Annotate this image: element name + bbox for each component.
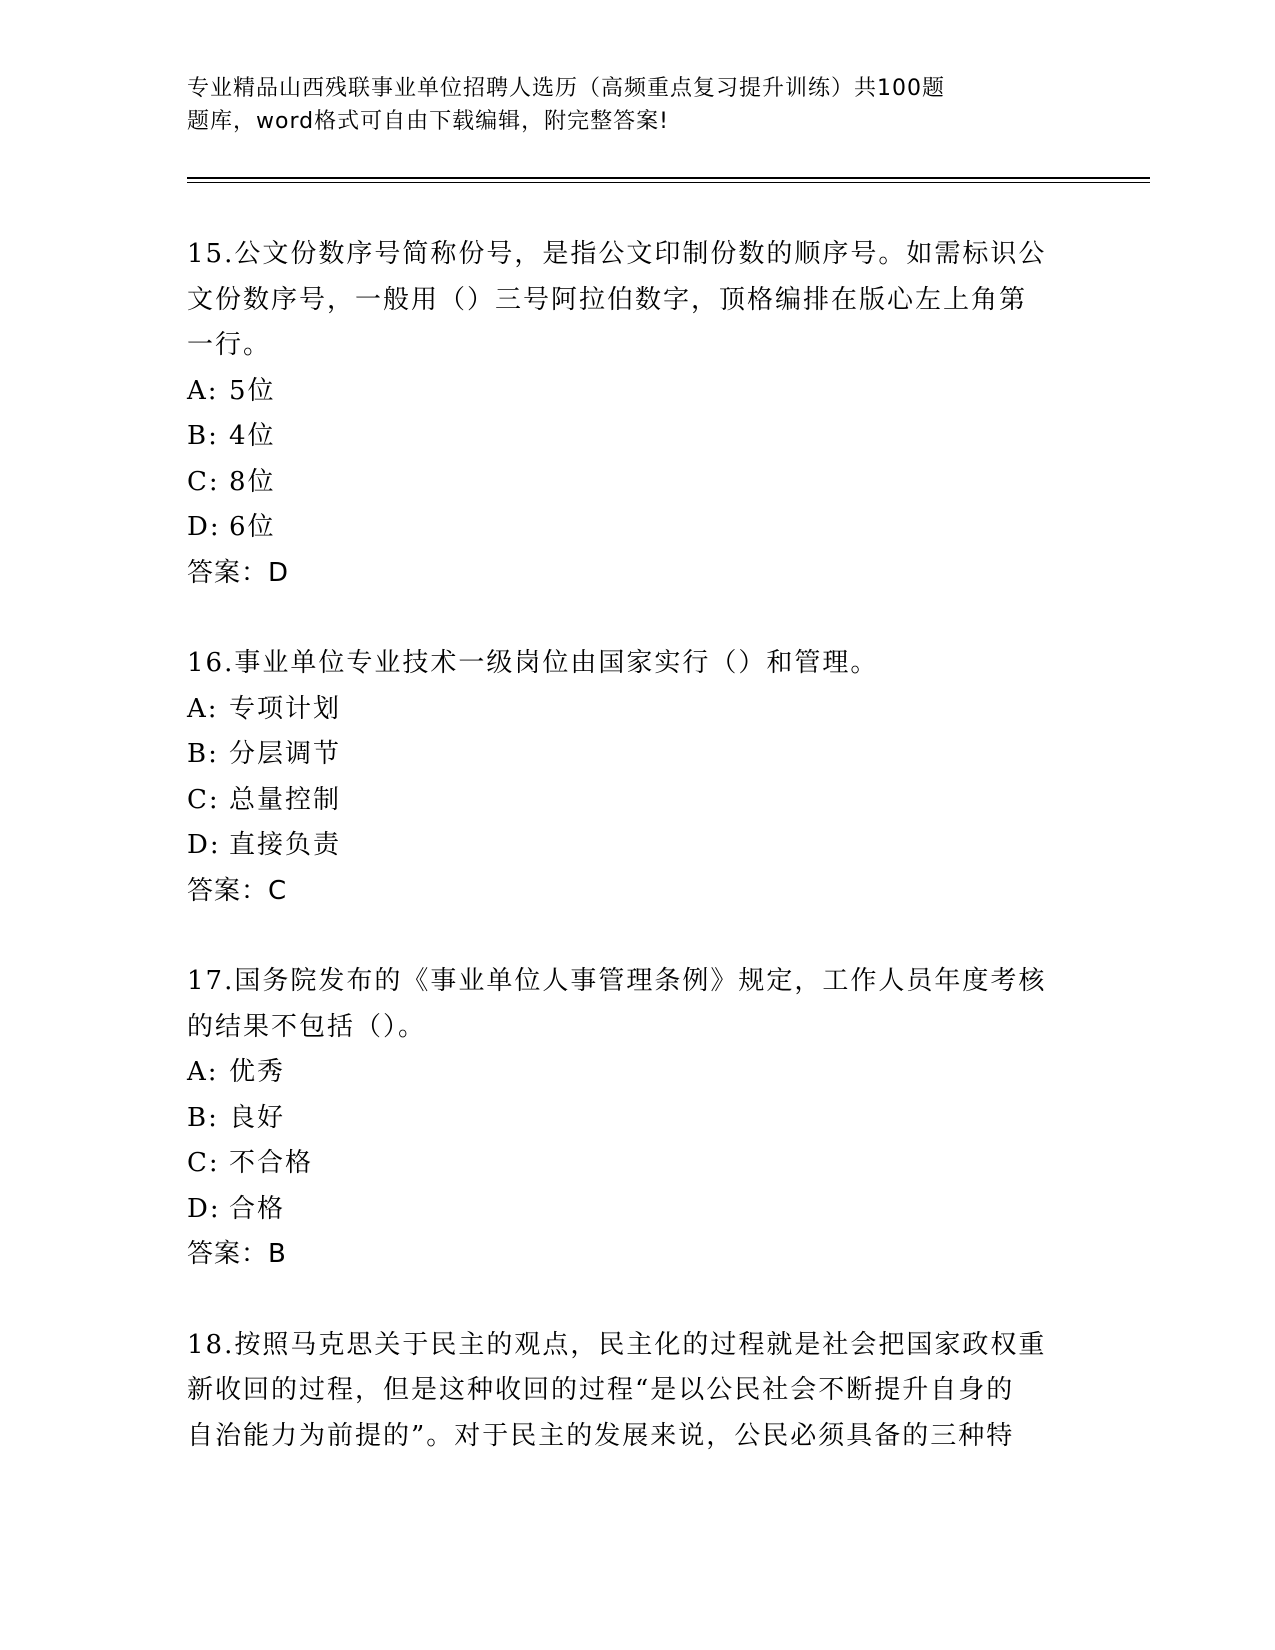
header-line-2: 题库，word格式可自由下载编辑，附完整答案! [187,109,669,134]
question-spacer [187,914,1087,959]
option-b [187,1096,1087,1142]
answer-line: 答案：D [187,557,290,588]
option-text: 分层调节 [229,739,342,769]
answer-line: 答案：C [187,875,288,906]
option-d [187,505,1087,551]
question-text-line: 一行。 [187,330,272,360]
option-d [187,1187,1087,1233]
question-18 [187,1323,1087,1460]
question-text-line: 的结果不包括（）。 [187,1011,427,1042]
option-text: 4位 [229,421,276,451]
option-c [187,1141,1087,1187]
option-key: A: [187,693,219,724]
option-key: C: [187,1148,220,1178]
option-key: B: [187,421,219,451]
option-c [187,778,1087,824]
question-text-line: 16.事业单位专业技术一级岗位由国家实行（）和管理。 [187,648,879,678]
option-text: 不合格 [229,1148,314,1178]
option-key: B: [187,739,219,769]
option-c [187,460,1087,506]
option-text: 合格 [229,1193,286,1224]
option-text: 直接负责 [229,830,342,860]
option-text: 良好 [229,1102,286,1133]
header-divider-thin [187,182,1150,183]
option-text: 专项计划 [229,693,342,724]
question-text-line: 新收回的过程，但是这种收回的过程“是以公民社会不断提升自身的 [187,1375,1015,1405]
option-key: D: [187,1193,221,1224]
option-text: 6位 [229,512,276,542]
option-key: A: [187,375,219,406]
option-a [187,1050,1087,1096]
option-d [187,823,1087,869]
question-text-line: 文份数序号，一般用（）三号阿拉伯数字，顶格编排在版心左上角第 [187,284,1028,315]
option-key: D: [187,512,221,542]
question-text-line: 自治能力为前提的”。对于民主的发展来说，公民必须具备的三种特 [187,1420,1015,1451]
option-b [187,732,1087,778]
option-key: C: [187,784,220,815]
question-text-line: 15.公文份数序号简称份号，是指公文印制份数的顺序号。如需标识公 [187,239,1047,269]
question-list [187,232,1087,1459]
question-15 [187,232,1087,596]
document-header [187,72,1017,138]
header-line-1: 专业精品山西残联事业单位招聘人选历（高频重点复习提升训练）共100题 [187,76,945,101]
option-a [187,687,1087,733]
option-key: C: [187,466,220,497]
option-key: B: [187,1102,219,1133]
option-text: 8位 [229,466,276,497]
header-divider-thick [187,177,1150,179]
option-text: 5位 [229,375,276,406]
option-key: A: [187,1057,219,1087]
question-text-line: 17.国务院发布的《事业单位人事管理条例》规定，工作人员年度考核 [187,966,1047,996]
option-text: 优秀 [229,1057,286,1087]
option-text: 总量控制 [229,784,342,815]
question-spacer [187,1278,1087,1323]
option-b [187,414,1087,460]
question-spacer [187,596,1087,641]
option-a [187,369,1087,415]
option-key: D: [187,830,221,860]
question-text-line: 18.按照马克思关于民主的观点，民主化的过程就是社会把国家政权重 [187,1329,1047,1360]
answer-line: 答案：B [187,1239,287,1269]
question-16 [187,641,1087,914]
question-17 [187,959,1087,1278]
